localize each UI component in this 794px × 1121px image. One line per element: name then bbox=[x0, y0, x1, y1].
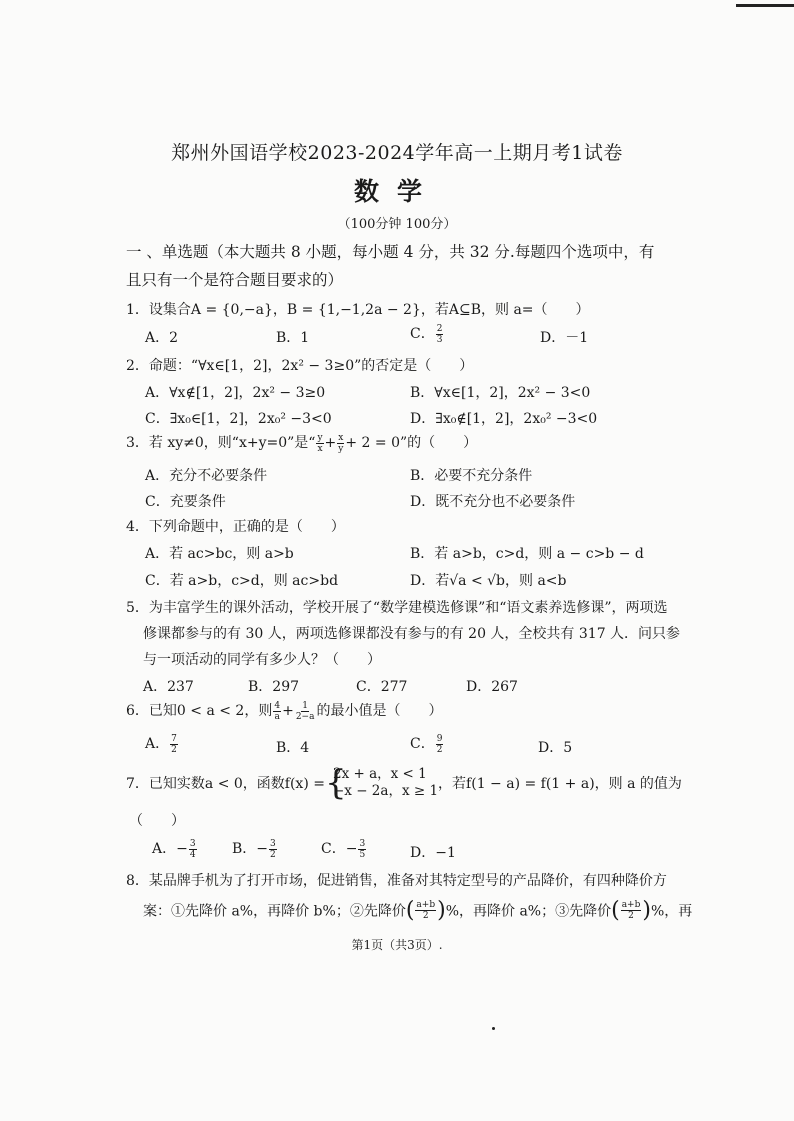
question-4-option-a: A．若 ac>bc，则 a>b bbox=[145, 546, 294, 562]
question-7-option-c: C．− $\frac{3}{5}$ bbox=[321, 838, 366, 860]
question-5-option-b: B．297 bbox=[248, 679, 300, 695]
fraction: $\frac{3}{5}$ bbox=[359, 838, 366, 860]
question-2-option-a: A．∀x∉[1，2]，2x² − 3≥0 bbox=[145, 385, 326, 401]
page-footer: 第1页（共3页）. bbox=[351, 938, 443, 952]
question-4-option-d: D．若√a < √b，则 a<b bbox=[410, 573, 567, 589]
question-7-option-a: A．− $\frac{3}{4}$ bbox=[152, 838, 196, 860]
question-5-line-3: 与一项活动的同学有多少人？（ ） bbox=[143, 652, 381, 668]
question-3-option-d: D．既不充分也不必要条件 bbox=[410, 494, 576, 510]
piecewise-function: { 2x + a，x < 1 −x − 2a，x ≥ 1 bbox=[324, 763, 439, 803]
question-5-line-2: 修课都参与的有 30 人，两项选修课都没有参与的有 20 人，全校共有 317 人．问只参 bbox=[143, 626, 681, 642]
question-1-option-a: A．2 bbox=[145, 330, 179, 346]
section-heading-line-2: 且只有一个是符合题目要求的） bbox=[126, 271, 344, 289]
question-1-option-d: D．－1 bbox=[540, 330, 589, 346]
subject-heading: 数学 bbox=[353, 177, 440, 206]
question-7-answer-paren: （ ） bbox=[129, 813, 185, 829]
fraction: $\frac{3}{2}$ bbox=[270, 838, 276, 860]
fraction: $\frac{3}{4}$ bbox=[189, 838, 196, 860]
exam-title: 郑州外国语学校2023-2024学年高一上期月考1试卷 bbox=[171, 142, 623, 164]
fraction: $\frac{y}{x}$ bbox=[317, 432, 323, 454]
question-7-option-b: B．− $\frac{3}{2}$ bbox=[232, 838, 276, 860]
question-6-option-c: C． $\frac{9}{2}$ bbox=[410, 733, 443, 755]
exam-info: （100分钟 100分） bbox=[337, 217, 457, 232]
question-4-stem: 4．下列命题中，正确的是（ ） bbox=[126, 519, 345, 535]
scan-corner-mark bbox=[736, 4, 794, 7]
question-5-option-a: A．237 bbox=[143, 679, 194, 695]
question-1-option-c: C． $\frac{2}{3}$ bbox=[410, 323, 443, 345]
question-5-option-d: D．267 bbox=[466, 679, 518, 695]
question-1-option-b: B．1 bbox=[276, 330, 310, 346]
fraction: $\frac{a+b}{2}$ bbox=[621, 900, 641, 921]
question-4-option-b: B．若 a>b，c>d，则 a − c>b − d bbox=[410, 546, 644, 562]
fraction: $\frac{a+b}{2}$ bbox=[416, 900, 436, 921]
question-3-stem: 3．若 xy≠0，则“x+y=0”是“ $\frac{y}{x}$ + $\frac{x}{y}$ + 2 = 0”的（ ） bbox=[126, 432, 478, 454]
question-5-line-1: 5．为丰富学生的课外活动，学校开展了“数学建模选修课”和“语文素养选修课”，两项选 bbox=[126, 600, 668, 616]
question-2-stem: 2．命题：“∀x∈[1，2]，2x² − 3≥0”的否定是（ ） bbox=[126, 358, 474, 374]
question-7-stem: 7．已知实数a < 0，函数f(x) = { 2x + a，x < 1 −x − 2a，x ≥ 1 ，若f(1 − a) = f(1 + a)，则 a 的值为 bbox=[126, 763, 682, 803]
question-2-option-b: B．∀x∈[1，2]，2x² − 3<0 bbox=[410, 385, 591, 401]
question-3-option-b: B．必要不充分条件 bbox=[410, 468, 533, 484]
question-2-option-c: C．∃x₀∈[1，2]，2x₀² −3<0 bbox=[145, 411, 332, 427]
fraction: $\frac{4}{a}$ bbox=[274, 700, 281, 722]
fraction: $\frac{7}{2}$ bbox=[171, 733, 177, 755]
question-2-option-d: D．∃x₀∉[1，2]，2x₀² −3<0 bbox=[410, 411, 598, 427]
question-6-option-a: A． $\frac{7}{2}$ bbox=[145, 733, 177, 755]
fraction: $\frac{x}{y}$ bbox=[338, 432, 344, 454]
fraction: $\frac{2}{3}$ bbox=[436, 323, 443, 345]
question-8-line-1: 8．某品牌手机为了打开市场，促进销售，准备对其特定型号的产品降价，有四种降价方 bbox=[126, 873, 667, 889]
question-6-stem: 6．已知0 < a < 2，则 $\frac{4}{a}$ + $\frac{1}{2-a}$ 的最小值是（ ） bbox=[126, 700, 443, 722]
question-5-option-c: C．277 bbox=[356, 679, 408, 695]
fraction: $\frac{1}{2-a}$ bbox=[295, 700, 315, 722]
question-6-option-d: D．5 bbox=[538, 740, 573, 756]
question-3-option-c: C．充要条件 bbox=[145, 494, 226, 510]
question-4-option-c: C．若 a>b，c>d，则 ac>bd bbox=[145, 573, 339, 589]
question-3-option-a: A．充分不必要条件 bbox=[145, 468, 268, 484]
scan-speck bbox=[492, 1027, 495, 1030]
question-6-option-b: B．4 bbox=[276, 740, 310, 756]
question-7-option-d: D．−1 bbox=[410, 845, 456, 861]
section-heading-line-1: 一 、单选题（本大题共 8 小题，每小题 4 分，共 32 分.每题四个选项中，有 bbox=[126, 243, 655, 261]
question-8-line-2: 案：①先降价 a%，再降价 b%；②先降价( $\frac{a+b}{2}$ )%，再降价 a%；③先降价( $\frac{a+b}{2}$ )%，再 bbox=[143, 898, 693, 923]
left-brace: { bbox=[324, 763, 347, 803]
question-1-stem: 1．设集合A = {0,−a}，B = {1,−1,2a − 2}，若A⊆B，则 a=（ ） bbox=[126, 302, 590, 318]
fraction: $\frac{9}{2}$ bbox=[436, 733, 443, 755]
